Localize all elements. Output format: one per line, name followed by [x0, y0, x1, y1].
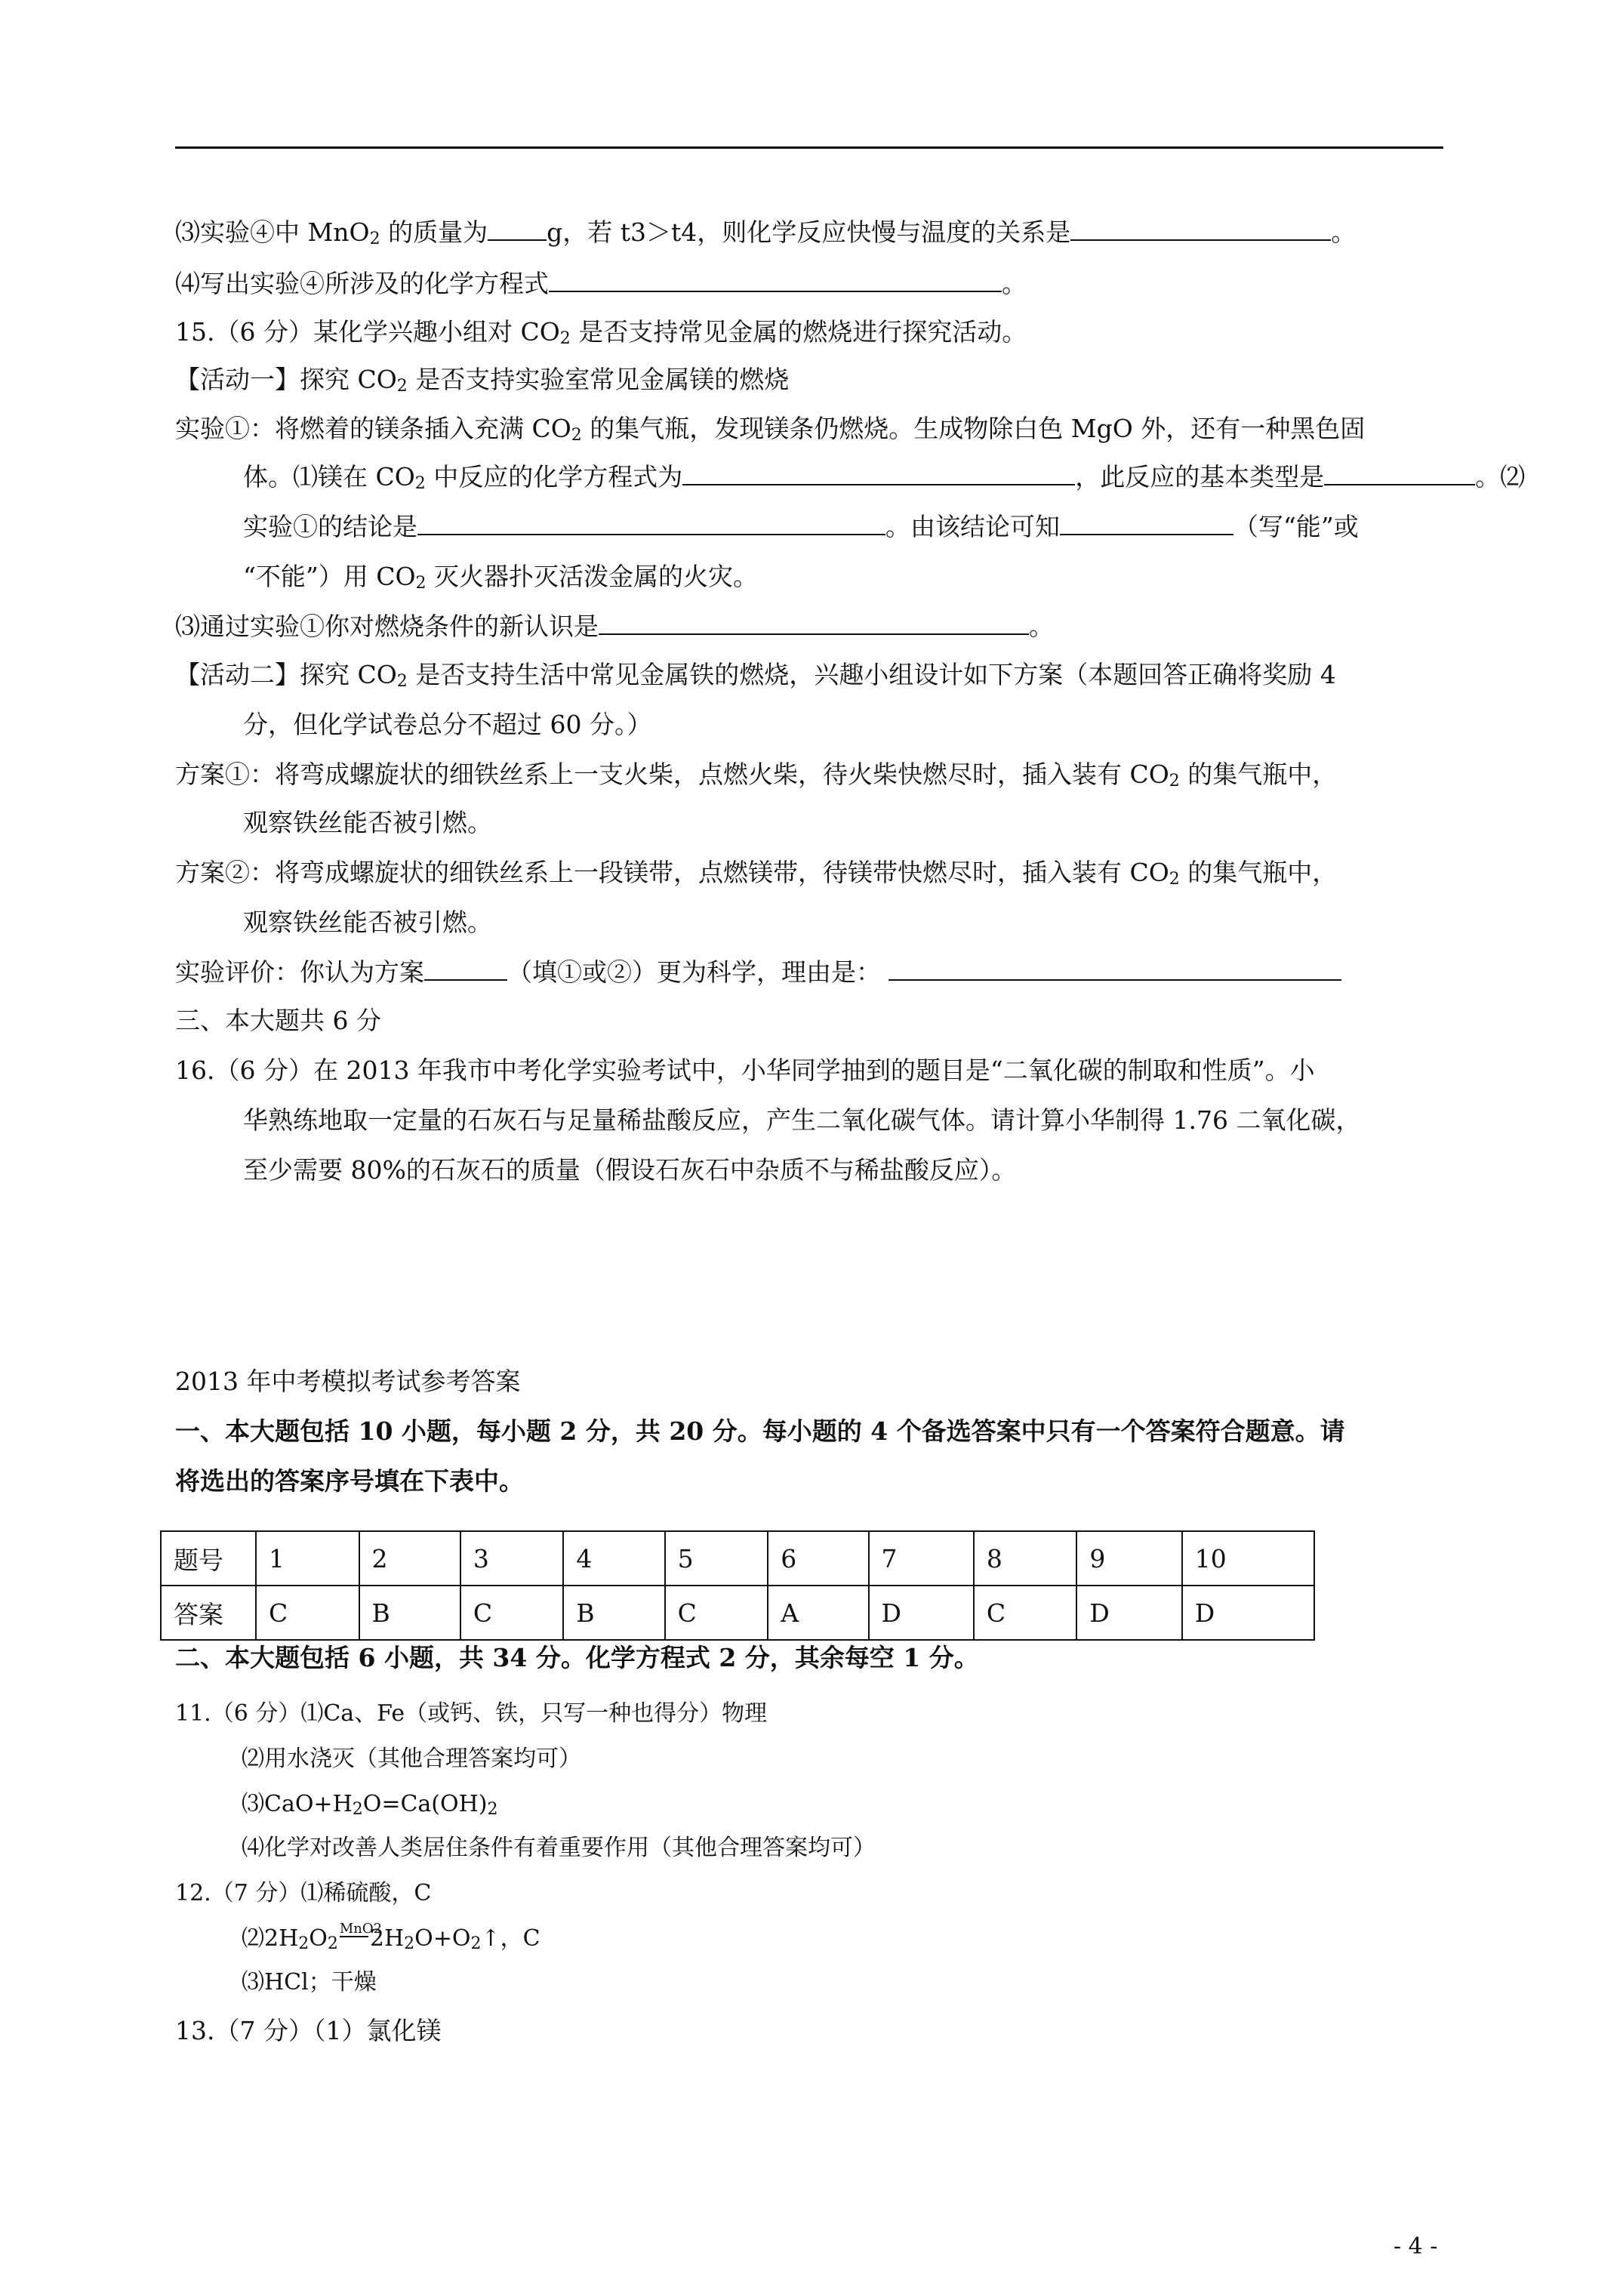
- answer12-line2: [242, 1922, 540, 1955]
- table-cell: C: [974, 1586, 1077, 1640]
- experiment1-l3-a: 实验①的结论是: [243, 512, 417, 541]
- experiment1-l3-c: （写“能”或: [1233, 512, 1359, 541]
- table-cell: C: [256, 1586, 359, 1640]
- punct: 。: [1002, 269, 1027, 298]
- experiment1-l4-a: “不能”）用 CO: [243, 562, 416, 591]
- table-cell: B: [563, 1586, 664, 1640]
- q15-title-b: 是否支持常见金属的燃烧进行探究活动。: [570, 317, 1027, 347]
- subscript: 2: [369, 230, 380, 248]
- answer11-line2: ⑵用水浇灭（其他合理答案均可）: [242, 1746, 581, 1772]
- answer11-l3-a: ⑶CaO+H: [242, 1791, 353, 1817]
- evaluation-b: （填①或②）更为科学，理由是：: [507, 957, 881, 987]
- answer12-l2-d: O+O: [414, 1925, 471, 1952]
- answer12-l2-a: ⑵2H: [242, 1925, 299, 1952]
- evaluation-a: 实验评价：你认为方案: [175, 957, 424, 987]
- section2-heading: 二、本大题包括 6 小题，共 34 分。化学方程式 2 分，其余每空 1 分。: [175, 1643, 979, 1672]
- activity2-a: 【活动二】探究 CO: [175, 660, 397, 689]
- table-cell: D: [869, 1586, 974, 1640]
- answer-blank[interactable]: [1324, 461, 1475, 485]
- table-cell: 3: [460, 1531, 564, 1586]
- experiment1-l4-b: 灭火器扑灭活泼金属的火灾。: [426, 562, 759, 591]
- experiment1-b: 的集气瓶，发现镁条仍燃烧。生成物除白色 MgO 外，还有一种黑色固: [581, 414, 1366, 443]
- table-cell: B: [359, 1586, 460, 1640]
- answer12-l2-e: ↑，C: [481, 1925, 540, 1952]
- experiment1-line2: [243, 461, 1525, 494]
- table-cell: A: [768, 1586, 868, 1640]
- experiment1-a: 实验①：将燃着的镁条插入充满 CO: [175, 414, 571, 443]
- experiment1-line3: [243, 510, 1359, 544]
- answer11-l3-b: O=Ca(OH): [362, 1791, 488, 1817]
- subscript: 2: [415, 574, 427, 593]
- activity1-heading: [175, 363, 789, 396]
- page-number: - 4 -: [1394, 2233, 1438, 2260]
- plan2-a: 方案②：将弯成螺旋状的细铁丝系上一段镁带，点燃镁带，待镁带快燃尽时，插入装有 CO: [175, 858, 1169, 887]
- subscript: 2: [1169, 772, 1180, 791]
- answer12-line1: 12.（7 分）⑴稀硫酸，C: [175, 1880, 432, 1906]
- subscript: 2: [396, 377, 408, 396]
- plan1-a: 方案①：将弯成螺旋状的细铁丝系上一支火柴，点燃火柴，待火柴快燃尽时，插入装有 CO: [175, 760, 1169, 789]
- punct: 。: [1331, 217, 1357, 247]
- table-cell: D: [1076, 1586, 1181, 1640]
- answers-title: 2013 年中考模拟考试参考答案: [175, 1367, 521, 1396]
- answer-blank[interactable]: [417, 511, 885, 535]
- experiment1-l2-end: 。⑵: [1475, 462, 1526, 492]
- answer11-line3: [242, 1788, 497, 1821]
- q14-part3: [175, 216, 1356, 249]
- table-cell: C: [460, 1586, 564, 1640]
- subscript: 2: [352, 1800, 363, 1819]
- table-row: [161, 1586, 1314, 1640]
- q16-line1: 16.（6 分）在 2013 年我市中考化学实验考试中，小华同学抽到的题目是“二氧化碳的制取和性质”。小: [175, 1056, 1315, 1085]
- catalyst-label: MnO2: [339, 1921, 383, 1937]
- table-cell: 4: [563, 1531, 664, 1586]
- plan2-b: 的集气瓶中，: [1179, 858, 1338, 887]
- plan1-line2: 观察铁丝能否被引燃。: [243, 808, 492, 837]
- subscript: 2: [404, 1934, 415, 1953]
- plan1-b: 的集气瓶中，: [1179, 760, 1338, 789]
- answer-blank[interactable]: [1070, 217, 1331, 241]
- answer-blank[interactable]: [488, 217, 547, 241]
- subscript: 2: [327, 1934, 338, 1953]
- answer12-l2-b: O: [309, 1925, 328, 1952]
- punct: 。: [1029, 612, 1054, 641]
- subscript: 2: [298, 1934, 310, 1953]
- subscript: 2: [487, 1800, 498, 1819]
- experiment1-l3-b: 。由该结论可知: [885, 512, 1060, 541]
- section3-heading: 三、本大题共 6 分: [175, 1006, 381, 1035]
- table-cell: C: [665, 1586, 768, 1640]
- table-header-cell: 题号: [161, 1531, 256, 1586]
- q14-part3-text-a: ⑶实验④中 MnO: [175, 217, 370, 247]
- table-cell: 9: [1076, 1531, 1181, 1586]
- q15-title: [175, 316, 1027, 349]
- plan1-line1: [175, 758, 1337, 791]
- table-cell: 10: [1182, 1531, 1314, 1586]
- experiment1-l2-a: 体。⑴镁在 CO: [243, 462, 415, 492]
- section1-heading-line2: 将选出的答案序号填在下表中。: [175, 1466, 524, 1496]
- answer-blank[interactable]: [1060, 511, 1233, 535]
- plan2-line2: 观察铁丝能否被引燃。: [243, 908, 492, 937]
- answer11-line1: 11.（6 分）⑴Ca、Fe（或钙、铁，只写一种也得分）物理: [175, 1700, 768, 1727]
- subscript: 2: [559, 329, 571, 348]
- activity1-b: 是否支持实验室常见金属镁的燃烧: [407, 365, 790, 394]
- table-cell: 5: [665, 1531, 768, 1586]
- answer-table: [160, 1530, 1315, 1641]
- table-header-cell: 答案: [161, 1586, 256, 1640]
- subscript: 2: [571, 426, 582, 445]
- q15-part3: [175, 610, 1054, 643]
- answer-blank[interactable]: [424, 957, 507, 981]
- subscript: 2: [470, 1934, 482, 1953]
- subscript: 2: [414, 474, 426, 493]
- evaluation-line: [175, 956, 1341, 989]
- answer-blank[interactable]: [599, 611, 1029, 635]
- table-cell: 2: [359, 1531, 460, 1586]
- table-cell: 7: [869, 1531, 974, 1586]
- experiment1-line4: [243, 560, 758, 593]
- table-cell: 1: [256, 1531, 359, 1586]
- q16-line2: 华熟练地取一定量的石灰石与足量稀盐酸反应，产生二氧化碳气体。请计算小华制得 1.76 二氧化碳，: [243, 1105, 1361, 1135]
- q15-title-a: 15.（6 分）某化学兴趣小组对 CO: [175, 317, 560, 347]
- table-cell: 6: [768, 1531, 868, 1586]
- q16-line3: 至少需要 80%的石灰石的质量（假设石灰石中杂质不与稀盐酸反应）。: [243, 1155, 1017, 1185]
- answer12-line3: ⑶HCl；干燥: [242, 1969, 377, 1996]
- experiment1-l2-c: ，此反应的基本类型是: [1075, 462, 1325, 492]
- header-rule: [175, 146, 1443, 149]
- subscript: 2: [1169, 870, 1180, 889]
- answer-blank[interactable]: [549, 268, 1002, 292]
- activity2-line1: [175, 658, 1336, 692]
- q14-part4-text: ⑷写出实验④所涉及的化学方程式: [175, 269, 549, 298]
- table-row: [161, 1531, 1314, 1586]
- answer-blank[interactable]: [888, 957, 1341, 981]
- q15-part3-text: ⑶通过实验①你对燃烧条件的新认识是: [175, 612, 599, 641]
- activity2-b: 是否支持生活中常见金属铁的燃烧，兴趣小组设计如下方案（本题回答正确将奖励 4: [407, 660, 1336, 689]
- activity2-line2: 分，但化学试卷总分不超过 60 分。）: [243, 710, 652, 739]
- answer11-line4: ⑷化学对改善人类居住条件有着重要作用（其他合理答案均可）: [242, 1835, 876, 1861]
- plan2-line1: [175, 856, 1337, 889]
- table-cell: 8: [974, 1531, 1077, 1586]
- experiment1-line1: [175, 412, 1365, 445]
- section1-heading-line1: 一、本大题包括 10 小题，每小题 2 分，共 20 分。每小题的 4 个备选答案中只有一个答案符合题意。请: [175, 1416, 1345, 1446]
- answer13-line1: 13.（7 分）（1）氯化镁: [175, 2016, 442, 2045]
- q14-part3-text-c: g，若 t3＞t4，则化学反应快慢与温度的关系是: [547, 217, 1071, 247]
- q14-part4: [175, 267, 1027, 300]
- answer-blank[interactable]: [682, 461, 1075, 485]
- experiment1-l2-b: 中反应的化学方程式为: [425, 462, 683, 492]
- q14-part3-text-b: 的质量为: [380, 217, 488, 247]
- subscript: 2: [396, 672, 408, 691]
- answer12-l2-c: 2H: [369, 1925, 405, 1952]
- table-cell: D: [1182, 1586, 1314, 1640]
- activity1-a: 【活动一】探究 CO: [175, 365, 397, 394]
